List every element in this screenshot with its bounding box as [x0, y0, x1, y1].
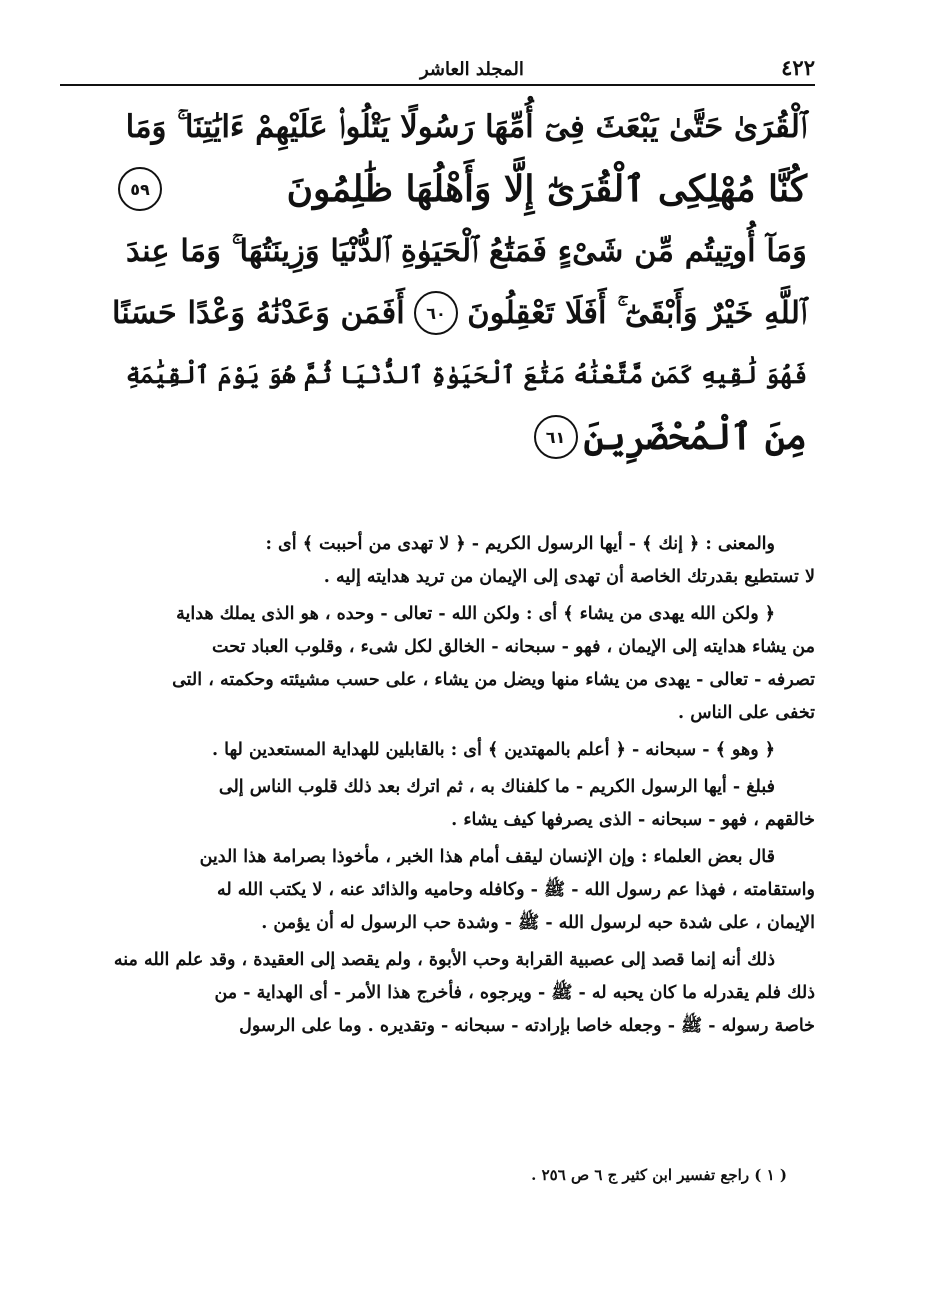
running-head [60, 40, 815, 80]
ayah-number-marker: ٦٠ [414, 291, 458, 335]
quran-text-block [112, 96, 807, 468]
paragraph [60, 841, 815, 940]
quran-line [112, 282, 807, 344]
paragraph [60, 771, 815, 837]
page-number: ٤٢٢ [781, 55, 815, 80]
text-line: تصرفه - تعالى - يهدى من يشاء منها ويضل من يشاء ، على حسب مشيئته وحكمته ، التى [172, 670, 815, 690]
paragraph [60, 528, 815, 594]
quran-line [112, 96, 807, 158]
quran-line [112, 344, 807, 406]
volume-title: المجلد العاشر [420, 59, 524, 80]
quran-verse-text: مِنَ ٱلْمُحْضَرِينَ [583, 416, 807, 458]
ayah-number-marker: ٦١ [534, 415, 578, 459]
commentary-text [60, 528, 815, 1047]
text-line: ذلك أنه إنما قصد إلى عصبية القرابة وحب الأبوة ، ولم يقصد إلى العقيدة ، وقد علم الله منه [113, 950, 775, 970]
text-line: والمعنى : ﴿ إنك ﴾ - أيها الرسول الكريم - ﴿ لا تهدى من أحببت ﴾ أى : [265, 534, 775, 554]
quran-verse-text: أَفَمَن وَعَدْنَٰهُ وَعْدًا حَسَنًا [112, 295, 405, 331]
quran-line [112, 406, 807, 468]
text-line: خاصة رسوله - ﷺ - وجعله خاصا بإرادته - سبحانه - وتقديره . وما على الرسول [239, 1016, 815, 1036]
text-line: من يشاء هدايته إلى الإيمان ، فهو - سبحانه - الخالق لكل شىء ، وقلوب العباد تحت [212, 637, 815, 657]
header-rule [60, 84, 815, 86]
quran-verse-text: فَهُوَ لَٰقِيهِ كَمَن مَّتَّعْنَٰهُ مَتَٰعَ ٱلْحَيَوٰةِ ٱلدُّنْيَا ثُمَّ هُوَ يَوْمَ ٱلْقِيَٰمَةِ [125, 361, 807, 389]
text-line: قال بعض العلماء : وإن الإنسان ليقف أمام هذا الخبر ، مأخوذا بصرامة هذا الدين [199, 847, 775, 867]
paragraph [60, 734, 815, 767]
text-line: تخفى على الناس . [678, 703, 815, 723]
text-line: الإيمان ، على شدة حبه لرسول الله - ﷺ - وشدة حب الرسول له أن يؤمن . [261, 913, 815, 933]
text-line: واستقامته ، فهذا عم رسول الله - ﷺ - وكافله وحاميه والذائد عنه ، لا يكتب الله له [216, 880, 815, 900]
ayah-number-marker: ٥٩ [118, 167, 162, 211]
text-line: ذلك فلم يقدرله ما كان يحبه له - ﷺ - ويرجوه ، فأخرج هذا الأمر - أى الهداية - من [214, 983, 815, 1003]
footnote: ( ١ ) راجع تفسير ابن كثير ج ٦ ص ٢٥٦ . [531, 1166, 787, 1184]
text-line: ﴿ ولكن الله يهدى من يشاء ﴾ أى : ولكن الله - تعالى - وحده ، هو الذى يملك هداية [176, 604, 775, 624]
text-line: ﴿ وهو ﴾ - سبحانه - ﴿ أعلم بالمهتدين ﴾ أى : بالقابلين للهداية المستعدين لها . [211, 740, 775, 760]
quran-line [112, 220, 807, 282]
text-line: لا تستطيع بقدرتك الخاصة أن تهدى إلى الإيمان من تريد هدايته إليه . [323, 567, 815, 587]
paragraph [60, 944, 815, 1043]
quran-verse-text: كُنَّا مُهْلِكِى ٱلْقُرَىٰٓ إِلَّا وَأَهْلُهَا ظَٰلِمُونَ [286, 168, 807, 210]
text-line: خالقهم ، فهو - سبحانه - الذى يصرفها كيف يشاء . [451, 810, 815, 830]
quran-verse-text: ٱللَّهِ خَيْرٌ وَأَبْقَىٰٓ ۚ أَفَلَا تَعْقِلُونَ [467, 294, 807, 331]
text-line: فبلغ - أيها الرسول الكريم - ما كلفناك به ، ثم اترك بعد ذلك قلوب الناس إلى [218, 777, 775, 797]
quran-line [112, 158, 807, 220]
quran-verse-text: وَمَآ أُوتِيتُم مِّن شَىْءٍ فَمَتَٰعُ ٱلْحَيَوٰةِ ٱلدُّنْيَا وَزِينَتُهَا ۚ وَمَا عِندَ [126, 232, 807, 269]
paragraph [60, 598, 815, 730]
quran-verse-text: ٱلْقُرَىٰ حَتَّىٰ يَبْعَثَ فِىٓ أُمِّهَا رَسُولًا يَتْلُوا۟ عَلَيْهِمْ ءَايَٰتِنَا ۚ وَمَا [125, 108, 807, 145]
